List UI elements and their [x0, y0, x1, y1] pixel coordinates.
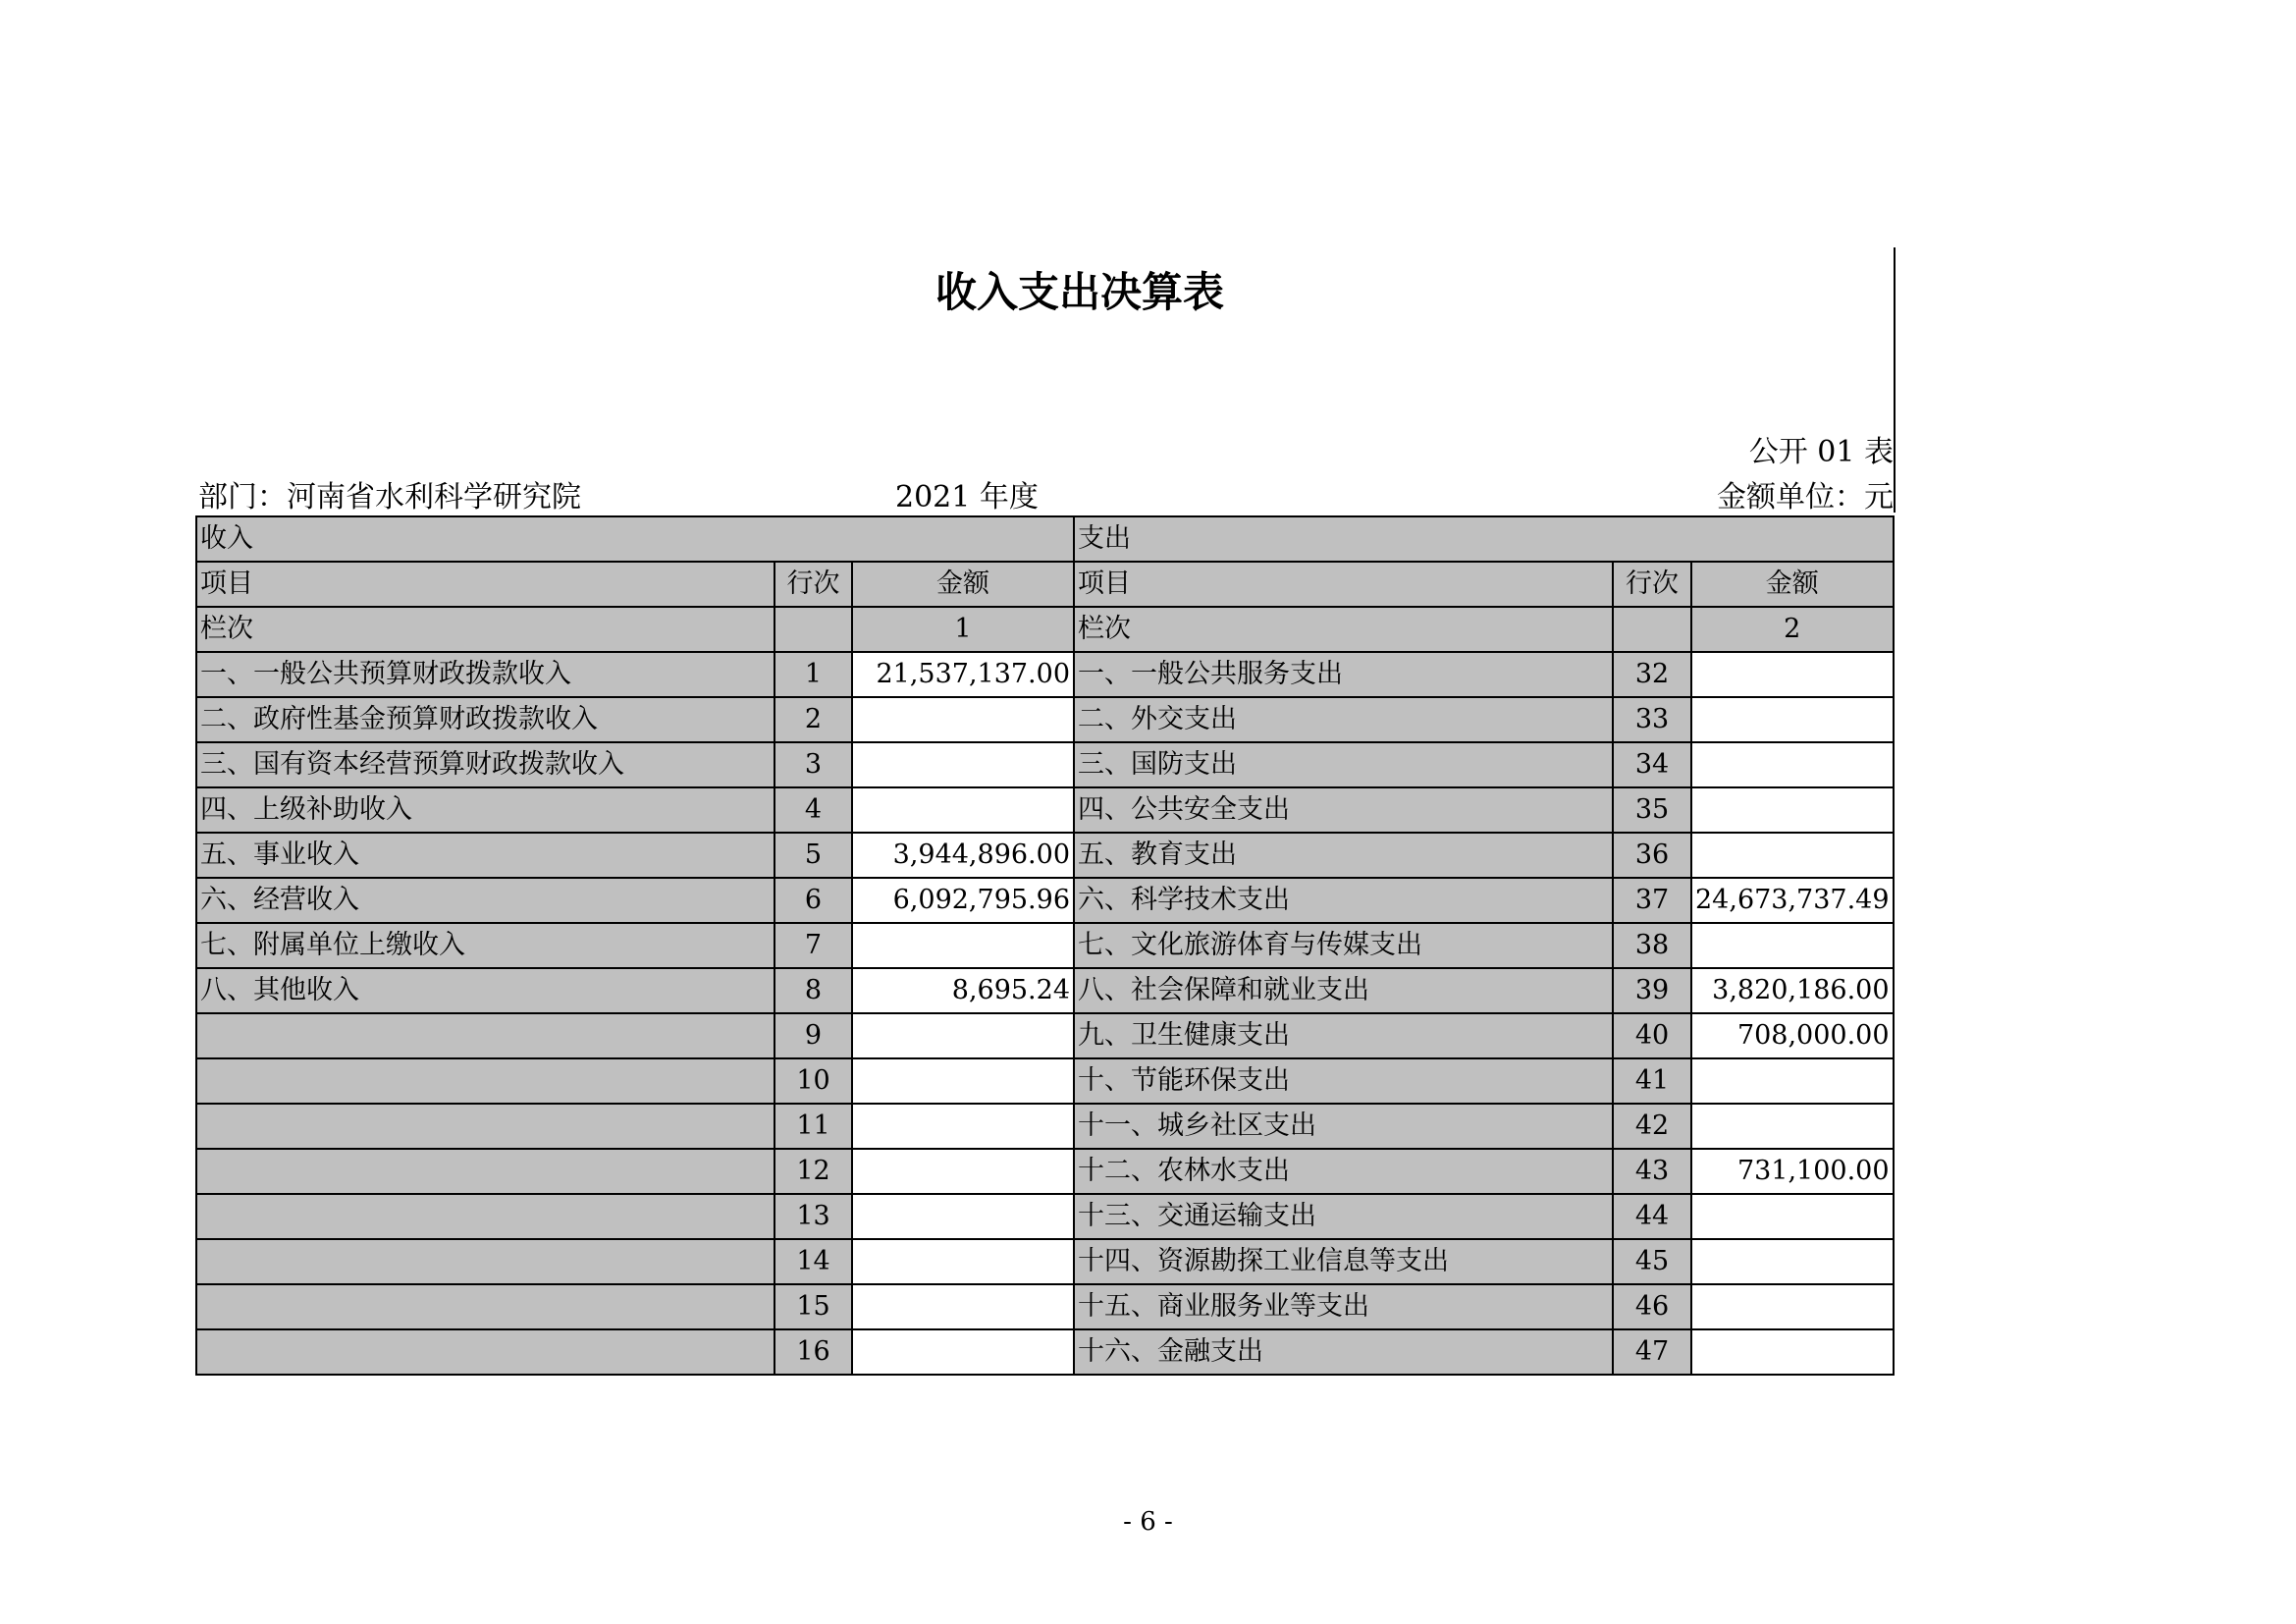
- expense-item: 十、节能环保支出: [1074, 1058, 1613, 1104]
- expense-row-no: 44: [1613, 1194, 1691, 1239]
- income-amount: [852, 1239, 1074, 1284]
- expense-amount: [1691, 787, 1894, 833]
- table-row: [196, 697, 1894, 742]
- table-row: [196, 1239, 1894, 1284]
- table-row: [196, 787, 1894, 833]
- income-amount: [852, 697, 1074, 742]
- expense-amount: 24,673,737.49: [1691, 878, 1894, 923]
- table-row: [196, 1149, 1894, 1194]
- income-row-no: 3: [774, 742, 852, 787]
- expense-row-no: 33: [1613, 697, 1691, 742]
- income-row-no: 9: [774, 1013, 852, 1058]
- income-row-no: 10: [774, 1058, 852, 1104]
- expense-row-no: 41: [1613, 1058, 1691, 1104]
- page-title: 收入支出决算表: [934, 268, 1224, 316]
- expense-amount: [1691, 1239, 1894, 1284]
- income-column-number: 1: [852, 607, 1074, 652]
- income-item: 八、其他收入: [196, 968, 774, 1013]
- income-amount: [852, 742, 1074, 787]
- expense-row-no: 39: [1613, 968, 1691, 1013]
- income-amount: [852, 923, 1074, 968]
- expense-item: 十一、城乡社区支出: [1074, 1104, 1613, 1149]
- expense-header: 支出: [1074, 516, 1894, 562]
- income-item: [196, 1329, 774, 1375]
- income-row-no: 11: [774, 1104, 852, 1149]
- expense-amount: [1691, 697, 1894, 742]
- expense-amount: [1691, 1104, 1894, 1149]
- income-amount: 6,092,795.96: [852, 878, 1074, 923]
- income-amount: [852, 787, 1074, 833]
- expense-row-no: 32: [1613, 652, 1691, 697]
- income-item: [196, 1149, 774, 1194]
- income-amount: [852, 1058, 1074, 1104]
- expense-row-no: 43: [1613, 1149, 1691, 1194]
- expense-item: 十三、交通运输支出: [1074, 1194, 1613, 1239]
- table-row: [196, 1194, 1894, 1239]
- expense-item: 九、卫生健康支出: [1074, 1013, 1613, 1058]
- table-row: [196, 1329, 1894, 1375]
- expense-amount: [1691, 1058, 1894, 1104]
- income-item: [196, 1239, 774, 1284]
- expense-item: 六、科学技术支出: [1074, 878, 1613, 923]
- income-item: [196, 1104, 774, 1149]
- expense-row-no: 34: [1613, 742, 1691, 787]
- expense-amount: [1691, 1284, 1894, 1329]
- expense-item: 八、社会保障和就业支出: [1074, 968, 1613, 1013]
- income-amount: [852, 1104, 1074, 1149]
- expense-amount-header: 金额: [1691, 562, 1894, 607]
- expense-amount: [1691, 742, 1894, 787]
- income-row-no: 5: [774, 833, 852, 878]
- income-item: [196, 1284, 774, 1329]
- expense-amount: [1691, 833, 1894, 878]
- income-amount-header: 金额: [852, 562, 1074, 607]
- column-number-row: [196, 607, 1894, 652]
- amount-unit: 金额单位：元: [1717, 480, 1894, 514]
- page-number: - 6 -: [1123, 1507, 1173, 1537]
- expense-row-no: 38: [1613, 923, 1691, 968]
- income-amount: 8,695.24: [852, 968, 1074, 1013]
- table-row: [196, 1058, 1894, 1104]
- expense-amount: [1691, 923, 1894, 968]
- income-row-no: 15: [774, 1284, 852, 1329]
- expense-item: 四、公共安全支出: [1074, 787, 1613, 833]
- expense-item: 十二、农林水支出: [1074, 1149, 1613, 1194]
- income-row-no: 7: [774, 923, 852, 968]
- expense-item: 十六、金融支出: [1074, 1329, 1613, 1375]
- income-item-header: 项目: [196, 562, 774, 607]
- table-row: [196, 878, 1894, 923]
- expense-amount: [1691, 1329, 1894, 1375]
- fiscal-year: 2021 年度: [895, 480, 1039, 514]
- expense-item-header: 项目: [1074, 562, 1613, 607]
- income-amount: [852, 1329, 1074, 1375]
- income-item: 七、附属单位上缴收入: [196, 923, 774, 968]
- expense-column-blank: [1613, 607, 1691, 652]
- table-row: [196, 652, 1894, 697]
- table-row: [196, 833, 1894, 878]
- expense-row-no: 36: [1613, 833, 1691, 878]
- income-row-no: 1: [774, 652, 852, 697]
- expense-row-no: 40: [1613, 1013, 1691, 1058]
- section-header-row: [196, 516, 1894, 562]
- expense-amount: 3,820,186.00: [1691, 968, 1894, 1013]
- income-row-no: 6: [774, 878, 852, 923]
- income-amount: [852, 1149, 1074, 1194]
- expense-row-no: 46: [1613, 1284, 1691, 1329]
- income-amount: [852, 1284, 1074, 1329]
- expense-item: 十四、资源勘探工业信息等支出: [1074, 1239, 1613, 1284]
- expense-item: 十五、商业服务业等支出: [1074, 1284, 1613, 1329]
- income-row-no-header: 行次: [774, 562, 852, 607]
- table-row: [196, 1284, 1894, 1329]
- table-row: [196, 968, 1894, 1013]
- income-row-no: 4: [774, 787, 852, 833]
- income-column-blank: [774, 607, 852, 652]
- income-item: 三、国有资本经营预算财政拨款收入: [196, 742, 774, 787]
- income-item: [196, 1194, 774, 1239]
- income-item: 一、一般公共预算财政拨款收入: [196, 652, 774, 697]
- expense-item: 五、教育支出: [1074, 833, 1613, 878]
- income-row-no: 12: [774, 1149, 852, 1194]
- expense-amount: 708,000.00: [1691, 1013, 1894, 1058]
- income-header: 收入: [196, 516, 1074, 562]
- expense-row-no-header: 行次: [1613, 562, 1691, 607]
- expense-amount: [1691, 652, 1894, 697]
- income-row-no: 8: [774, 968, 852, 1013]
- expense-column-label: 栏次: [1074, 607, 1613, 652]
- income-row-no: 2: [774, 697, 852, 742]
- department-label: 部门：河南省水利科学研究院: [198, 480, 581, 514]
- income-item: 五、事业收入: [196, 833, 774, 878]
- income-amount: [852, 1013, 1074, 1058]
- income-item: [196, 1013, 774, 1058]
- expense-amount: 731,100.00: [1691, 1149, 1894, 1194]
- column-header-row: [196, 562, 1894, 607]
- income-column-label: 栏次: [196, 607, 774, 652]
- table-row: [196, 742, 1894, 787]
- expense-item: 一、一般公共服务支出: [1074, 652, 1613, 697]
- income-expense-table: [195, 515, 1895, 1376]
- table-row: [196, 1013, 1894, 1058]
- table-row: [196, 923, 1894, 968]
- form-number: 公开 01 表: [1748, 435, 1894, 469]
- income-amount: 3,944,896.00: [852, 833, 1074, 878]
- expense-row-no: 45: [1613, 1239, 1691, 1284]
- income-row-no: 14: [774, 1239, 852, 1284]
- income-item: 六、经营收入: [196, 878, 774, 923]
- expense-column-number: 2: [1691, 607, 1894, 652]
- expense-amount: [1691, 1194, 1894, 1239]
- expense-row-no: 35: [1613, 787, 1691, 833]
- income-item: [196, 1058, 774, 1104]
- expense-item: 三、国防支出: [1074, 742, 1613, 787]
- expense-row-no: 47: [1613, 1329, 1691, 1375]
- table-row: [196, 1104, 1894, 1149]
- income-amount: 21,537,137.00: [852, 652, 1074, 697]
- income-row-no: 16: [774, 1329, 852, 1375]
- income-item: 四、上级补助收入: [196, 787, 774, 833]
- expense-item: 二、外交支出: [1074, 697, 1613, 742]
- expense-row-no: 37: [1613, 878, 1691, 923]
- income-amount: [852, 1194, 1074, 1239]
- expense-row-no: 42: [1613, 1104, 1691, 1149]
- expense-item: 七、文化旅游体育与传媒支出: [1074, 923, 1613, 968]
- income-item: 二、政府性基金预算财政拨款收入: [196, 697, 774, 742]
- income-row-no: 13: [774, 1194, 852, 1239]
